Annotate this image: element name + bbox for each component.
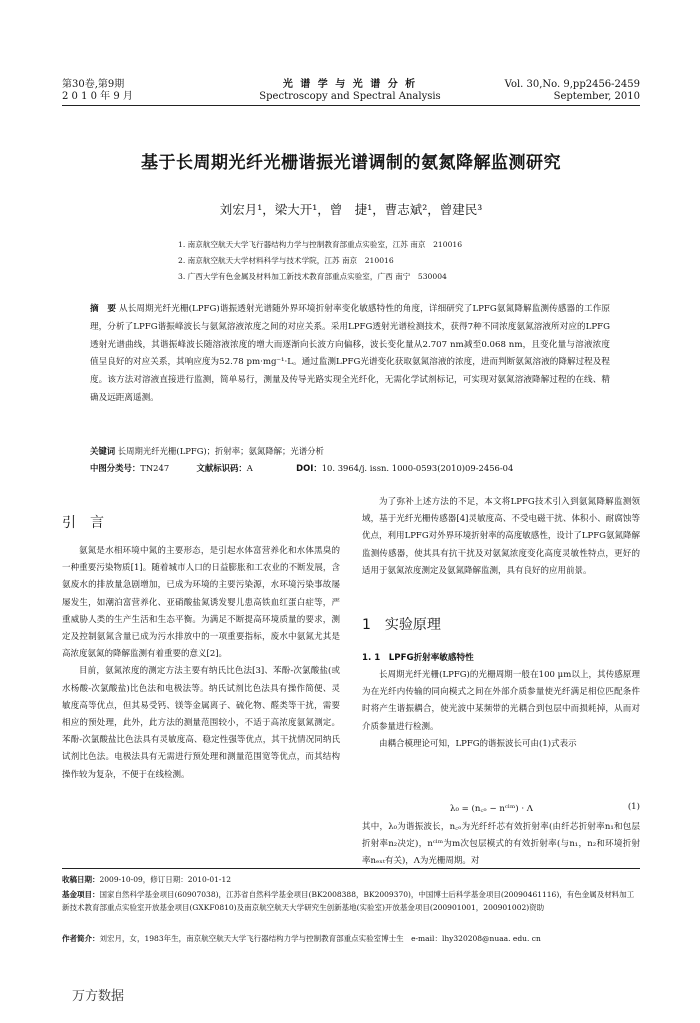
footnote-fund [62, 888, 640, 915]
affiliation-2: 2. 南京航空航天大学材料科学与技术学院，江苏 南京 210016 [178, 256, 394, 265]
section-1-body-cont [362, 819, 640, 871]
doi-label: DOI： [296, 463, 322, 473]
equation-1-number: (1) [627, 802, 640, 812]
clc-label: 中图分类号： [90, 463, 141, 473]
section-1-paragraph-3: 其中，λ₀为谐振波长，n꜀ₒ为光纤纤芯有效折射率(由纤芯折射率n₁和包层折射率n₂决定)，nᶜˡᵐ为m次包层模式的有效折射率(与n₁，n₂和环境折射率nₑₓₜ有关)，Λ为光栅周期。对 [362, 822, 640, 867]
date-en: September, 2010 [553, 91, 640, 102]
doc-code: A [246, 463, 253, 473]
journal-name-cn: 光 谱 学 与 光 谱 分 析 [282, 79, 418, 90]
journal-name-en: Spectroscopy and Spectral Analysis [259, 91, 441, 102]
wanfang-watermark: 万方数据 [72, 989, 125, 1004]
intro-paragraph-1: 氨氮是水相环境中氮的主要形态，是引起水体富营养化和水体黑臭的一种重要污染物质[1]。随着城市人口的日益膨胀和工农业的不断发展，含氨废水的排放量急剧增加，已成为环境的主要污染源，水环境污染事故屡屡发生，如潮泊富营养化、亚硝酸盐氮诱发婴儿患高铁血红蛋白症等，严重威胁人类的生产生活和生态平衡。为满足不断提高环境质量的要求，测定及控制氨氮含量已成为污水排放中的一项重要指标，废水中氨氮尤其是高浓度氨氮的降解监测有着重要的意义[2]。 [62, 546, 340, 660]
footnote-author [62, 932, 640, 945]
paper-title: 基于长周期光纤光栅谐振光谱调制的氨氮降解监测研究 [141, 153, 561, 173]
keywords-label: 关键词 [90, 446, 116, 456]
intro-paragraph-2: 目前，氨氮浓度的测定方法主要有纳氏比色法[3]、苯酚-次氯酸盐(或水杨酸-次氯酸盐)比色法和电极法等。纳氏试剂比色法具有操作简便、灵敏度高等优点，但其易受钙、镁等金属离子、硫化物、醛类等干扰，需要相应的预处理，此外，此方法的测量范围较小，不适于高浓度氨氮测定。苯酚-次氯酸盐比色法具有灵敏度高、稳定性强等优点，其干扰情况同纳氏试剂比色法。电极法具有无需进行预处理和测量范围宽等优点，而其结构操作较为复杂，不便于在线检测。 [62, 666, 340, 780]
section-1-heading: 1 实验原理 [362, 617, 441, 633]
abstract [90, 301, 610, 408]
author-bio: 刘宏月，女，1983年生，南京航空航天大学飞行器结构力学与控制教育部重点实验室博士生 e-mail：lhy320208@nuaa. edu. cn [99, 934, 541, 943]
keywords [90, 443, 610, 460]
intro-left-column [62, 543, 340, 784]
abstract-text: 从长周期光纤光栅(LPFG)谐振透射光谱随外界环境折射率变化敏感特性的角度，详细研究了LPFG氨氮降解监测传感器的工作原理，分析了LPFG谐振峰波长与氨氮溶液浓度之间的对应关系。采用LPFG透射光谱检测技术，获得7种不同浓度氨氮溶液所对应的LPFG透射光谱曲线，其谐振峰波长随溶液浓度的增大而逐渐向长波方向偏移，波长变化量从2.707 nm减至0.068 nm，且变化量与溶液浓度值呈良好的对应关系，其响应度为52.78 pm·mg⁻¹·L。通过监测LPFG光谱变化获取氨氮溶液的浓度，进而判断氨氮溶液的降解过程及程度。该方法对溶液直接进行监测，简单易行，测量及传导光路实现全光纤化，无需化学试剂标记，可实现对氨氮溶液降解过程的在线、精确及远距离遥测。 [90, 304, 610, 403]
volume-cn: 第30卷,第9期 [62, 79, 125, 90]
section-1-body [362, 667, 640, 753]
affiliation-1: 1. 南京航空航天大学飞行器结构力学与控制教育部重点实验室，江苏 南京 210016 [178, 240, 463, 249]
date-cn: 2 0 1 0 年 9 月 [62, 91, 133, 102]
fund-text: 国家自然科学基金项目(60907038)，江苏省自然科学基金项目(BK2008388，BK2009370)，中国博士后科学基金项目(20090461116)，有色金属及材料加工新技术教育部重点实验室开放基金项目(GXKF0810)及南京航空航天大学研究生创新基地(实验室)开放基金项目(200901001，200901002)资助 [62, 890, 635, 913]
doi: 10. 3964/j. issn. 1000-0593(2010)09-2456-04 [321, 463, 514, 473]
intro-paragraph-3: 为了弥补上述方法的不足，本文将LPFG技术引入到氨氮降解监测领域，基于光纤光栅传感器[4]灵敏度高、不受电磁干扰、体积小、耐腐蚀等优点，利用LPFG对外界环境折射率的高度敏感性，设计了LPFG氨氮降解监测传感器，使其具有抗干扰及对氨氮浓度变化高度灵敏性特点，更好的适用于氨氮浓度测定及氨氮降解监测，具有良好的应用前景。 [362, 497, 640, 576]
footnote-received [62, 873, 640, 886]
footnote-rule [62, 868, 640, 869]
affiliation-3: 3. 广西大学有色金属及材料加工新技术教育部重点实验室，广西 南宁 530004 [178, 272, 447, 281]
clc-code: TN247 [140, 463, 170, 473]
intro-heading: 引 言 [62, 515, 104, 531]
volume-en: Vol. 30,No. 9,pp2456-2459 [504, 79, 640, 90]
section-1-paragraph-1: 长周期光纤光栅(LPFG)的光栅周期一般在100 μm以上，其传感原理为在光纤内传输的同向模式之间在外部介质参量使光纤满足相位匹配条件时将产生谐振耦合，使光波中某频带的光耦合到包层中而损耗掉，从而对介质参量进行检测。 [362, 670, 640, 732]
received-label: 收稿日期： [62, 875, 100, 884]
doc-code-label: 文献标识码： [196, 463, 247, 473]
subsection-1-1-heading: 1. 1 LPFG折射率敏感特性 [362, 653, 474, 663]
header-rule [62, 105, 640, 106]
author-list: 刘宏月¹，梁大开¹，曾 捷¹，曹志斌²，曾建民³ [219, 202, 483, 217]
equation-1: λ₀ = (n꜀ₒ − nᶜˡᵐ) · Λ [450, 804, 534, 814]
fund-label: 基金项目： [62, 890, 100, 899]
intro-right-column [362, 494, 640, 580]
section-1-paragraph-2: 由耦合模理论可知，LPFG的谐振波长可由(1)式表示 [379, 738, 577, 749]
received-dates: 2009-10-09，修订日期：2010-01-12 [99, 875, 231, 884]
author-bio-label: 作者简介： [62, 934, 100, 943]
keywords-text: 长周期光纤光栅(LPFG)；折射率；氨氮降解；光谱分析 [117, 446, 324, 456]
classification [90, 460, 610, 477]
abstract-label: 摘 要 [90, 304, 117, 314]
